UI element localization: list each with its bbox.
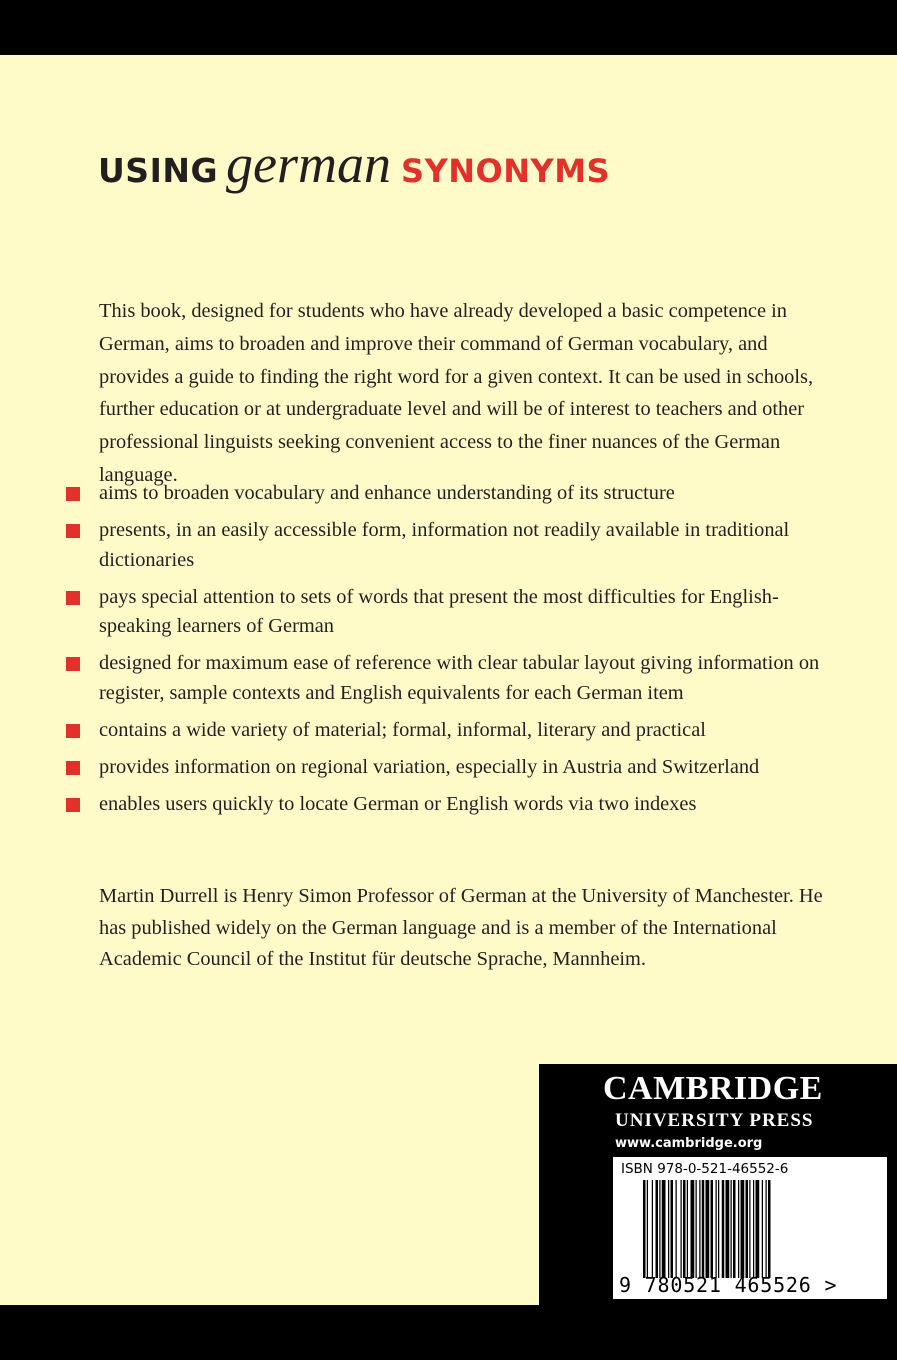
barcode-digits: 9 780521 465526 > — [619, 1273, 838, 1297]
title-word-german: german — [226, 134, 392, 194]
barcode-bar — [733, 1180, 736, 1278]
barcode-bar — [659, 1180, 660, 1278]
publisher-website: www.cambridge.org — [615, 1136, 763, 1151]
bullet-square-icon — [66, 487, 80, 501]
barcode-bar — [766, 1180, 767, 1278]
barcode-bar — [681, 1180, 682, 1278]
publisher-press: UNIVERSITY PRESS — [615, 1110, 814, 1131]
feature-item — [66, 583, 826, 642]
feature-item — [66, 716, 826, 746]
barcode-bar — [652, 1180, 653, 1278]
barcode-bar — [662, 1180, 666, 1278]
bullet-square-icon — [66, 524, 80, 538]
bullet-square-icon — [66, 591, 80, 605]
barcode-bar — [683, 1180, 686, 1278]
bullet-square-icon — [66, 761, 80, 775]
barcode-bar — [722, 1180, 725, 1278]
bullet-square-icon — [66, 724, 80, 738]
barcode-bar — [699, 1180, 700, 1278]
feature-item — [66, 479, 826, 509]
barcode-bar — [718, 1180, 719, 1278]
feature-item — [66, 753, 826, 783]
barcode-bar — [762, 1180, 763, 1278]
barcode-bar — [706, 1180, 710, 1278]
barcode-bar — [671, 1180, 674, 1278]
bullet-square-icon — [66, 798, 80, 812]
feature-item — [66, 790, 826, 820]
barcode-bar — [656, 1180, 659, 1278]
barcode-bar — [753, 1180, 754, 1278]
feature-text: provides information on regional variation, especially in Austria and Switzerland — [99, 755, 760, 778]
feature-text: enables users quickly to locate German or English words via two indexes — [99, 792, 697, 815]
feature-list — [66, 479, 826, 827]
barcode-bar — [768, 1180, 771, 1278]
publisher-block — [539, 1064, 897, 1305]
feature-text: contains a wide variety of material; formal, informal, literary and practical — [99, 718, 706, 741]
barcode-bar — [676, 1180, 677, 1278]
barcode-bar — [702, 1180, 705, 1278]
barcode-bar — [643, 1180, 646, 1278]
feature-item — [66, 516, 826, 575]
bullet-square-icon — [66, 657, 80, 671]
barcode-bar — [696, 1180, 697, 1278]
barcode-bar — [716, 1180, 717, 1278]
barcode-bar — [726, 1180, 730, 1278]
intro-paragraph: This book, designed for students who have already developed a basic competence in German, aims to broaden and improve their command of German vocabulary, and provides a guide to finding the right word for a given context. It can be used in schools, further education or at undergraduate level and will be of interest to teachers and other professional linguists seeking convenient access to the finer nuances of the German language. — [99, 300, 814, 486]
barcode-bar — [731, 1180, 732, 1278]
isbn-label: ISBN 978-0-521-46552-6 — [621, 1161, 789, 1177]
barcode-bar — [749, 1180, 750, 1278]
feature-text: pays special attention to sets of words that present the most difficulties for English-speaking learners of German — [99, 585, 779, 637]
feature-text: presents, in an easily accessible form, information not readily available in traditional dictionaries — [99, 519, 790, 571]
author-bio: Martin Durrell is Henry Simon Professor of German at the University of Manchester. He has published widely on the German language and is a member of the International Academic Council of the Institut für deutsche Sprache, Mannheim. — [99, 885, 823, 971]
feature-text: aims to broaden vocabulary and enhance understanding of its structure — [99, 482, 675, 504]
title-word-synonyms: SYNONYMS — [401, 152, 611, 190]
barcode-bar — [691, 1180, 695, 1278]
feature-text: designed for maximum ease of reference with clear tabular layout giving information on register, sample contexts and English equivalents for each German item — [99, 652, 820, 704]
barcode-bar — [741, 1180, 745, 1278]
feature-item — [66, 649, 826, 708]
barcode-bar — [738, 1180, 739, 1278]
isbn-barcode — [613, 1157, 887, 1299]
barcode-bar — [746, 1180, 749, 1278]
barcode-bar — [711, 1180, 714, 1278]
barcode-bar — [756, 1180, 760, 1278]
title-word-using: USING — [98, 151, 219, 190]
barcode-bar — [647, 1180, 648, 1278]
barcode-icon — [643, 1180, 853, 1278]
barcode-bar — [687, 1180, 688, 1278]
publisher-name: CAMBRIDGE — [603, 1070, 823, 1107]
book-title — [98, 134, 611, 194]
barcode-bar — [668, 1180, 669, 1278]
